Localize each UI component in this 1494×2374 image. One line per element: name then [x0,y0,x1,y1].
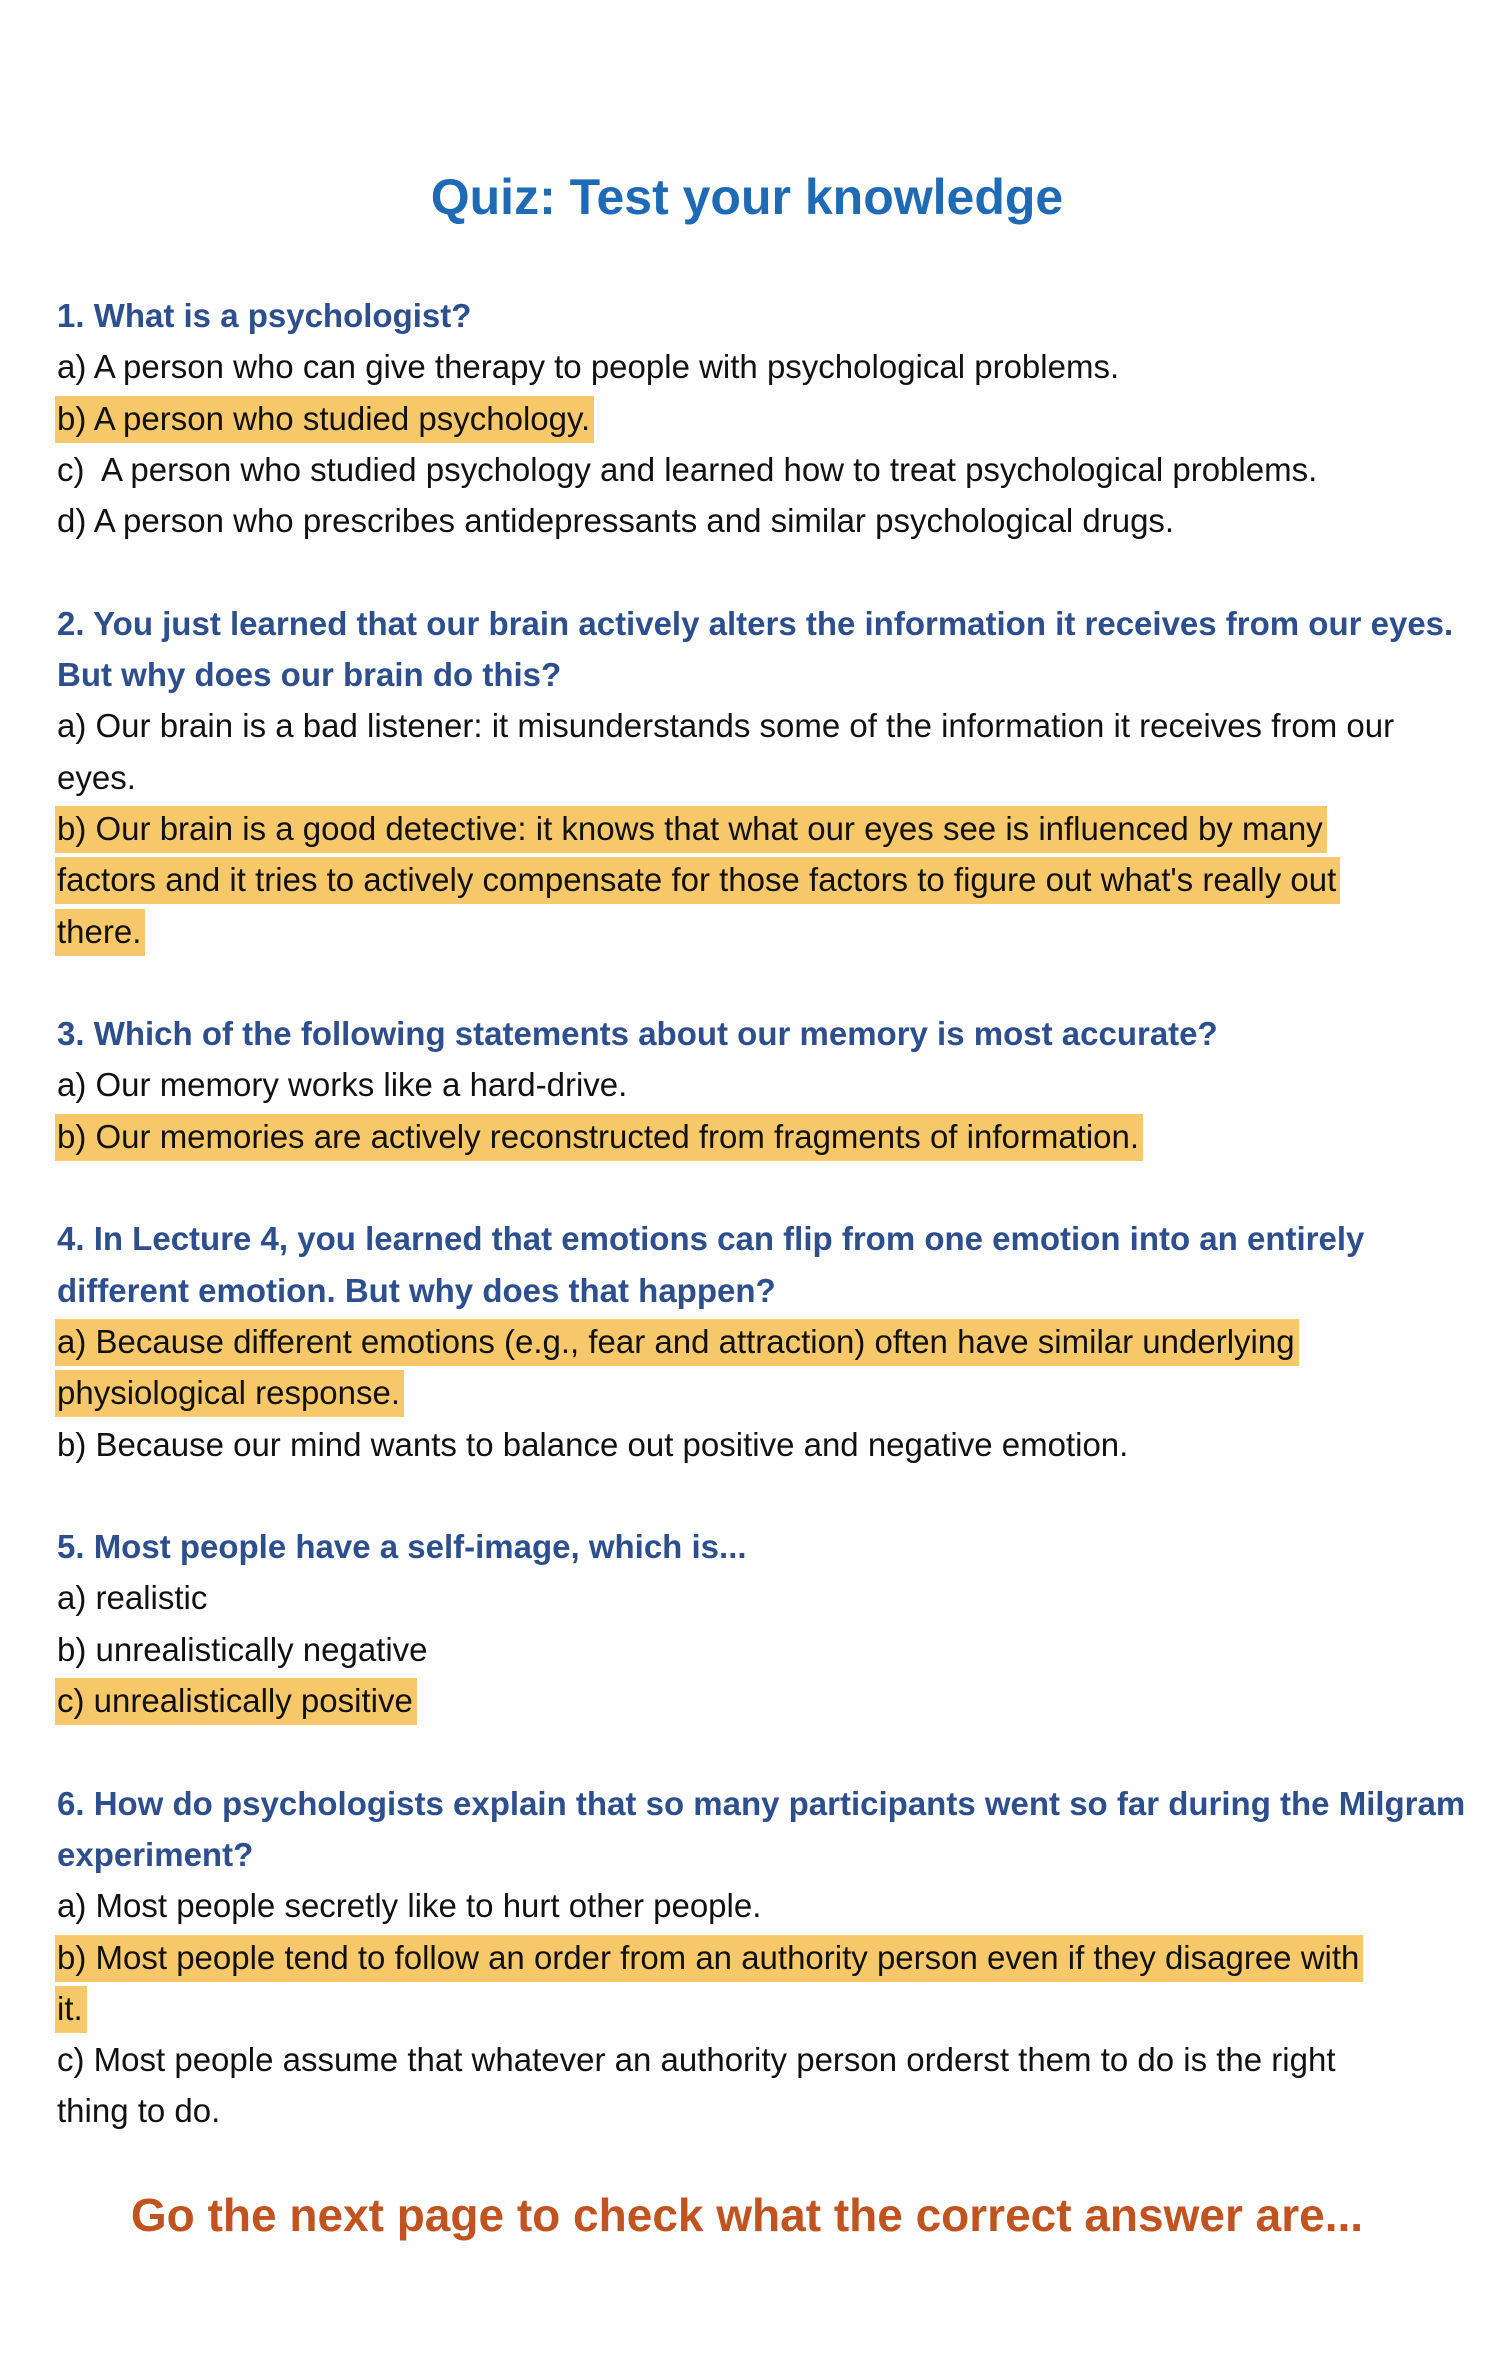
question-text: 3. Which of the following statements about our memory is most accurate? [57,1015,1218,1053]
answer-option-b-highlighted [57,906,1447,957]
question-text: 4. In Lecture 4, you learned that emotions can flip from one emotion into an entirely [57,1220,1365,1258]
answer-option-c [57,2034,1447,2085]
answer-option-a [57,341,1447,392]
answer-option-text: a) Because different emotions (e.g., fear and attraction) often have similar underlying [55,1319,1299,1366]
answer-option-b-highlighted [57,1111,1447,1162]
question-spacer [57,546,1447,597]
answer-option-text: b) Because our mind wants to balance out positive and negative emotion. [57,1425,1129,1463]
answer-option-text: d) A person who prescribes antidepressants and similar psychological drugs. [57,502,1175,540]
answer-option-c-highlighted [57,1675,1447,1726]
quiz-content [57,290,1466,2137]
answer-option-text: c) A person who studied psychology and learned how to treat psychological problems. [57,450,1318,488]
answer-option-text: thing to do. [57,2092,221,2130]
question-text: But why does our brain do this? [57,656,562,694]
answer-option-b-highlighted [57,393,1447,444]
page-title: Quiz: Test your knowledge [430,169,1064,225]
answer-option-text: eyes. [57,758,136,796]
answer-option-text: it. [55,1986,87,2033]
answer-option-text: b) Most people tend to follow an order from an authority person even if they disagree with [55,1935,1363,1982]
answer-option-text: physiological response. [55,1370,404,1417]
answer-option-b-highlighted [57,1983,1447,2034]
question-text: experiment? [57,1835,254,1873]
answer-option-a [57,1572,1447,1623]
question-spacer [57,1162,1447,1213]
answer-option-b [57,1419,1447,1470]
answer-option-text: c) Most people assume that whatever an authority person orderst them to do is the right [57,2041,1336,2079]
answer-option-text: c) unrealistically positive [55,1678,417,1725]
answer-option-c [57,444,1447,495]
answer-option-b-highlighted [57,1932,1447,1983]
answer-option-c [57,2085,1447,2136]
answer-option-text: a) realistic [57,1579,208,1617]
question-text: 2. You just learned that our brain actively alters the information it receives from our eyes. [57,604,1454,642]
answer-option-text: a) A person who can give therapy to people with psychological problems. [57,348,1120,386]
answer-option-text: b) unrealistically negative [57,1630,428,1668]
answer-option-text: a) Our brain is a bad listener: it misunderstands some of the information it receives from our [57,707,1395,745]
question-spacer [57,957,1447,1008]
question-block-4 [57,1213,1447,1469]
question-text: different emotion. But why does that happen? [57,1271,776,1309]
answer-option-text: there. [55,909,145,956]
question-text: 6. How do psychologists explain that so many participants went so far during the Milgram [57,1784,1466,1822]
answer-option-a-highlighted [57,1367,1447,1418]
answer-option-text: b) Our memories are actively reconstructed from fragments of information. [55,1114,1143,1161]
answer-option-a [57,752,1447,803]
answer-option-a [57,700,1447,751]
question-block-6 [57,1778,1466,2137]
next-page-note: Go the next page to check what the correct answer are... [130,2189,1364,2241]
answer-option-text: b) A person who studied psychology. [55,396,594,443]
question-spacer [57,1470,1447,1521]
question-spacer [57,1726,1447,1777]
answer-option-a-highlighted [57,1316,1447,1367]
answer-option-b-highlighted [57,803,1447,854]
question-block-1 [57,290,1447,546]
answer-option-text: b) Our brain is a good detective: it knows that what our eyes see is influenced by many [55,806,1327,853]
question-block-5 [57,1521,1447,1726]
answer-option-a [57,1059,1447,1110]
answer-option-text: factors and it tries to actively compensate for those factors to figure out what's really out [55,857,1340,904]
question-block-2 [57,598,1454,957]
answer-option-d [57,495,1447,546]
answer-option-text: a) Most people secretly like to hurt other people. [57,1887,762,1925]
answer-option-b-highlighted [57,854,1447,905]
answer-option-b [57,1624,1447,1675]
question-block-3 [57,1008,1447,1162]
question-text: 5. Most people have a self-image, which is... [57,1528,747,1566]
answer-option-text: a) Our memory works like a hard-drive. [57,1066,628,1104]
answer-option-a [57,1880,1447,1931]
question-text: 1. What is a psychologist? [57,297,472,334]
